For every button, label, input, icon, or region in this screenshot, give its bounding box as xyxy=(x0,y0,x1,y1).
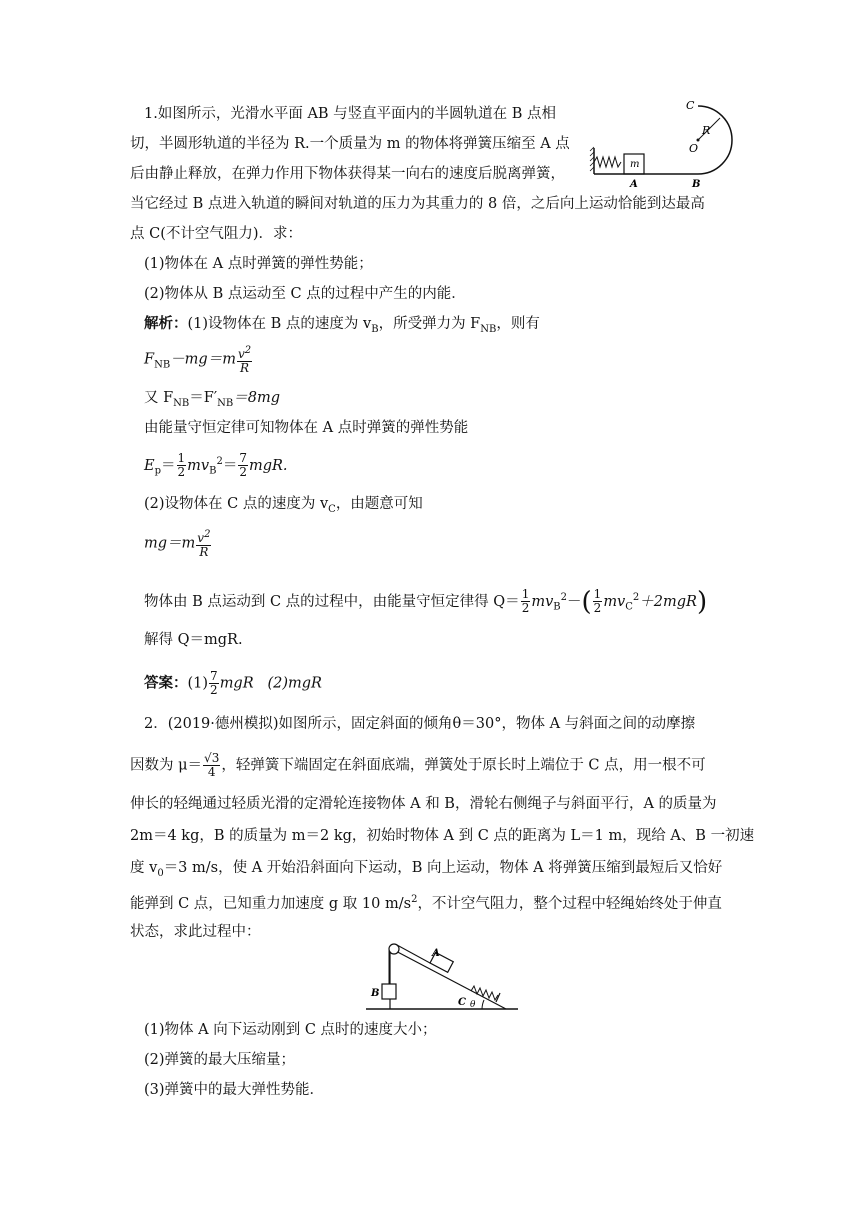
frac-den: 2 xyxy=(177,465,186,480)
frac-num: v xyxy=(197,531,205,545)
solution-line-6: 解得 Q＝mgR. xyxy=(144,632,243,648)
q1-figure xyxy=(588,96,748,192)
frac-den: 2 xyxy=(521,601,530,616)
fig2-label-c: C xyxy=(458,997,466,1008)
q1-subq-2: (2)物体从 B 点运动至 C 点的过程中产生的内能． xyxy=(144,286,466,302)
sub: B xyxy=(553,601,561,613)
fraction xyxy=(593,588,603,615)
answer-line xyxy=(144,670,322,697)
q2-line-4: 2m＝4 kg，B 的质量为 m＝2 kg，初始时物体 A 到 C 点的距离为 L＝1 m，现给 A、B 一初速 xyxy=(130,828,755,844)
q2-text: ，轻弹簧下端固定在斜面底端，弹簧处于原长时上端位于 C 点，用一根不可 xyxy=(221,757,706,774)
q1-line-4: 当它经过 B 点进入轨道的瞬间对轨道的压力为其重力的 8 倍，之后向上运动恰能到达最高 xyxy=(130,196,705,212)
eq-text: ＋2mgR xyxy=(639,593,697,610)
equation-5: 物体由 B 点运动到 C 点的过程中，由能量守恒定律得 Q＝ $\frac{1}{2}$ $mv_B^2-$( $\frac{1}{2}$ $mv_C^2+2mgR$) xyxy=(144,586,708,617)
fig2-label-a: A xyxy=(432,948,440,959)
solution-text: (2)设物体在 C 点的速度为 v xyxy=(144,496,329,512)
frac-num: 1 xyxy=(177,451,186,466)
solution-text: ，则有 xyxy=(496,316,540,332)
q2-subq-3: (3)弹簧中的最大弹性势能． xyxy=(144,1082,325,1098)
fig1-label-m: m xyxy=(630,159,640,170)
q2-line-1: 2．(2019·德州模拟)如图所示，固定斜面的倾角θ＝30°，物体 A 与斜面之间的动摩擦 xyxy=(144,716,696,732)
eq-text: 物体由 B 点运动到 C 点的过程中，由能量守恒定律得 Q＝ xyxy=(144,593,520,610)
fig2-label-b: B xyxy=(371,988,380,999)
frac-den: R xyxy=(199,545,209,559)
sup: 2 xyxy=(204,529,211,540)
frac-num: 1 xyxy=(593,587,602,602)
answer-text: (1) xyxy=(187,675,209,692)
eq-text: mgR. xyxy=(248,457,288,474)
sup: 2 xyxy=(244,345,252,356)
frac-num: 1 xyxy=(521,587,530,602)
eq-text: ＝8mg xyxy=(233,390,281,406)
q2-subq-1: (1)物体 A 向下运动刚到 C 点时的速度大小； xyxy=(144,1022,437,1038)
fig1-label-c: C xyxy=(686,99,695,112)
fraction xyxy=(237,344,252,375)
solution-text: ，所受弹力为 F xyxy=(378,316,481,332)
q2-text: 能弹到 C 点，已知重力加速度 g 取 10 m/s xyxy=(130,895,412,912)
q2-figure xyxy=(366,938,522,1014)
solution-line-4 xyxy=(144,494,423,520)
fraction xyxy=(209,670,219,697)
mu-fraction xyxy=(203,752,220,779)
sub: NB xyxy=(154,359,171,371)
fig1-label-b: B xyxy=(692,179,701,190)
frac-den: 4 xyxy=(207,765,216,779)
eq-text: mg＝m xyxy=(144,535,196,552)
sub: B xyxy=(209,465,217,477)
sub: NB xyxy=(480,323,497,335)
eq-text: ＝F′ xyxy=(189,390,218,406)
frac-den: 2 xyxy=(593,601,602,616)
q1-line-1: 1.如图所示，光滑水平面 AB 与竖直平面内的半圆轨道在 B 点相 xyxy=(144,106,557,122)
answer-label: 答案： xyxy=(144,675,188,692)
eq-text: mv xyxy=(603,593,626,610)
solution-line-3: 由能量守恒定律可知物体在 A 点时弹簧的弹性势能 xyxy=(144,420,469,436)
sub: 0 xyxy=(157,867,164,879)
fig1-label-r: R xyxy=(702,124,711,137)
eq-text: － xyxy=(567,593,582,610)
frac-num: 7 xyxy=(210,669,218,683)
solution-label: 解析： xyxy=(144,316,188,332)
q2-line-2 xyxy=(130,752,706,779)
sup: 2 xyxy=(411,894,418,905)
fig1-label-a: A xyxy=(630,179,638,190)
solution-text: ，由题意可知 xyxy=(335,496,423,512)
eq-text: 又 F xyxy=(144,390,174,406)
sub: NB xyxy=(173,397,190,409)
frac-den: 2 xyxy=(239,465,247,480)
eq-text: ＝ xyxy=(222,457,238,474)
solution-text: (1)设物体在 B 点的速度为 v xyxy=(187,316,372,332)
equation-2 xyxy=(144,388,280,414)
answer-text: mgR xyxy=(219,675,254,692)
q2-subq-2: (2)弹簧的最大压缩量； xyxy=(144,1052,296,1068)
fig1-label-o: O xyxy=(689,142,699,155)
q2-text: ＝3 m/s，使 A 开始沿斜面向下运动，B 向上运动，物体 A 将弹簧压缩到最短后又恰好 xyxy=(163,860,723,876)
q2-line-3: 伸长的轻绳通过轻质光滑的定滑轮连接物体 A 和 B，滑轮右侧绳子与斜面平行，A 的质量为 xyxy=(130,796,717,812)
frac-num: v xyxy=(237,347,245,361)
q2-text: ，不计空气阻力，整个过程中轻绳始终处于伸直 xyxy=(417,895,722,912)
solution-line-1 xyxy=(144,314,540,340)
fig2-label-theta: θ xyxy=(470,1000,476,1010)
q1-subq-1: (1)物体在 A 点时弹簧的弹性势能； xyxy=(144,256,373,272)
fraction xyxy=(196,528,211,559)
sup: 2 xyxy=(216,456,223,467)
sub: B xyxy=(371,323,379,335)
eq-text: mv xyxy=(187,457,210,474)
sup: 2 xyxy=(560,592,568,603)
fraction xyxy=(238,452,248,479)
q2-text: 度 v xyxy=(130,860,158,876)
q2-line-6 xyxy=(130,890,722,914)
sub: p xyxy=(154,465,161,477)
eq-text: E xyxy=(144,457,155,474)
fraction xyxy=(177,452,187,479)
frac-num: 7 xyxy=(239,451,247,466)
eq-text: F xyxy=(144,351,155,368)
sub: NB xyxy=(217,397,234,409)
fraction xyxy=(521,588,531,615)
q1-line-5: 点 C(不计空气阻力)．求： xyxy=(130,226,303,242)
frac-den: R xyxy=(240,361,250,375)
frac-num: √3 xyxy=(204,751,220,765)
sup: 2 xyxy=(632,592,640,603)
sub: C xyxy=(328,503,336,515)
q1-line-2: 切，半圆形轨道的半径为 R.一个质量为 m 的物体将弹簧压缩至 A 点 xyxy=(130,136,570,152)
eq-text: mv xyxy=(531,593,554,610)
equation-1 xyxy=(144,344,253,375)
q2-line-5 xyxy=(130,858,722,884)
equation-4 xyxy=(144,528,212,559)
frac-den: 2 xyxy=(210,683,218,697)
eq-text: ＝ xyxy=(161,457,176,474)
equation-3 xyxy=(144,452,288,482)
q2-line-7: 状态，求此过程中： xyxy=(130,924,261,940)
q1-line-3: 后由静止释放，在弹力作用下物体获得某一向右的速度后脱离弹簧， xyxy=(130,166,565,182)
answer-text: (2)mgR xyxy=(267,675,322,692)
sub: C xyxy=(625,601,633,613)
eq-text: －mg＝m xyxy=(170,351,236,368)
q2-text: 因数为 μ＝ xyxy=(130,757,203,774)
